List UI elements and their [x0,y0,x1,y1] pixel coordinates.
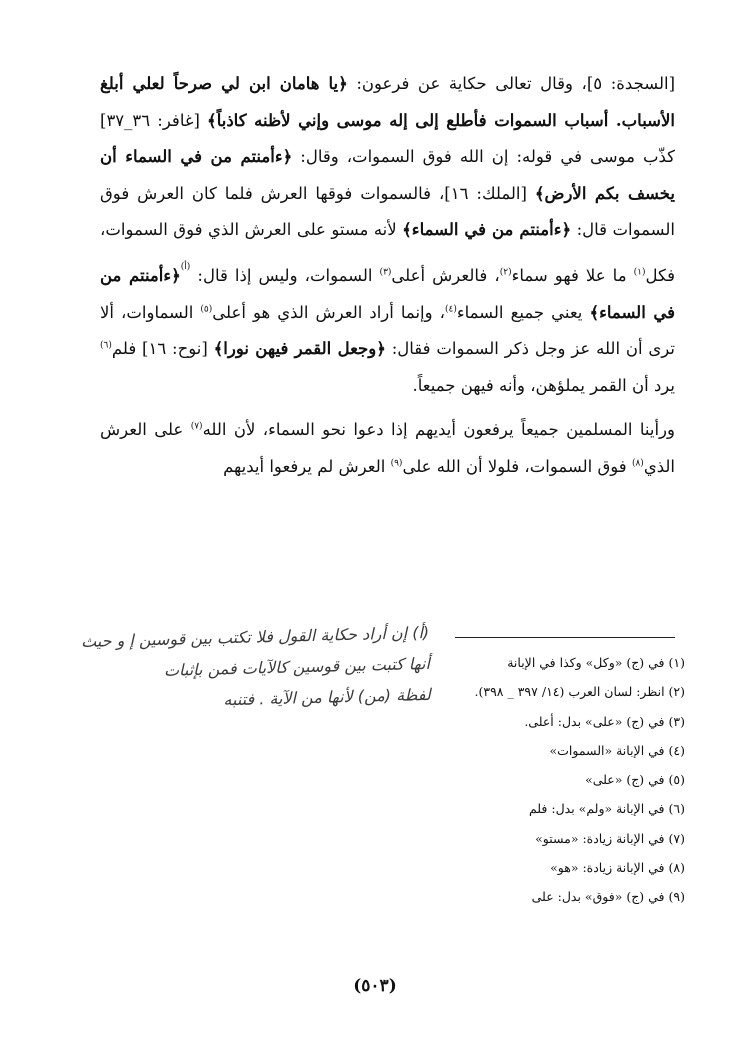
footnotes [420,648,685,912]
handwritten-line: (أ) إن أراد حكاية القول فلا تكتب بين قوسين إ و حيث [80,622,430,652]
footnote-ref: (٢) [499,267,512,278]
quran-quote: ﴿وجعل القمر فيهن نورا﴾ [213,339,386,359]
footnote-ref: (١) [633,267,646,278]
page-number: (٥٠٣) [353,976,397,996]
footnote-ref: (٣) [379,267,392,278]
footnote: (١) في (ج) «وكل» وكذا في الإبانة [507,655,685,670]
footnote: (٧) في الإبانة زيادة: «مستو» [535,830,685,846]
paragraph: [السجدة: ٥]، وقال تعالى حكاية عن فرعون: ﴿يا هامان ابن لي صرحاً لعلي أبلغ الأسباب. أسباب السموات فأطلع إلى إله موسى وإني لأظنه كاذباً﴾ [غافر: ٣٦_٣٧] كذّب موسى في قوله: إن الله فوق السموات، وقال: ﴿ءأمنتم من في السماء أن يخسف بكم الأرض﴾ [الملك: ١٦]، فالسموات فوقها العرش فلما كان العرش فوق السموات قال: ﴿ءأمنتم من في السماء﴾ لأنه مستو على العرش الذي فوق السموات، فكل$^{(١)}$ ما علا فهو سماء$^{(٢)}$، فالعرش أعلى$^{(٣)}$ السموات، وليس إذا قال: $^{(أ)}$﴿ءأمنتم من في السماء﴾ يعني جميع السماء$^{(٤)}$، وإنما أراد العرش الذي هو أعلى$^{(٥)}$ السماوات، ألا ترى أن الله عز وجل ذكر السموات فقال: ﴿وجعل القمر فيهن نورا﴾ [نوح: ١٦] فلم$^{(٦)}$ يرد أن القمر يملؤهن، وأنه فيهن جميعاً. [100,74,676,395]
footnote: (٢) انظر: لسان العرب (١٤/ ٣٩٧ _ ٣٩٨). [474,684,685,700]
quran-quote: ﴿ءأمنتم من في السماء﴾ [100,265,675,322]
handwritten-line: لفظة (من) لأنها من الآية . فتنبه [223,684,431,710]
handwritten-line: أنها كتبت بين قوسين كالآيات فمن بإثبات [163,653,431,680]
footnote: (٩) في (ج) «فوق» بدل: على [531,889,685,905]
paragraph: ورأينا المسلمين جميعاً يرفعون أيديهم إذا دعوا نحو السماء، لأن الله$^{(٧)}$ على العرش الذي$^{(٨)}$ فوق السموات، فلولا أن الله على$^{(٩)}$ العرش لم يرفعوا أيديهم [100,420,675,476]
main-text [100,66,675,486]
footnote: (٤) في الإبانة «السموات» [549,742,685,758]
quran-quote: ﴿ءأمنتم من في السماء﴾ [402,220,572,240]
margin-note-ref: (أ) [180,261,191,272]
footnote-ref: (٨) [631,458,644,469]
footnote-ref: (٦) [100,340,112,351]
footnote: (٥) في (ج) «على» [585,772,685,788]
handwritten-note [39,617,431,720]
quran-quote: ﴿ءأمنتم من في السماء أن يخسف بكم الأرض﴾ [100,147,675,203]
footnote: (٦) في الإبانة «ولم» بدل: فلم [528,801,685,817]
footnote-ref: (٧) [190,421,203,432]
footnote: (٨) في الإبانة زيادة: «هو» [550,860,685,876]
footnote-ref: (٩) [390,458,403,469]
footnote-divider [455,637,675,638]
footnote-ref: (٥) [200,304,213,315]
footnote-ref: (٤) [444,304,457,315]
footnote: (٣) في (ج) «على» بدل: أعلى. [524,713,685,729]
quran-quote: ﴿يا هامان ابن لي صرحاً لعلي أبلغ الأسباب. أسباب السموات فأطلع إلى إله موسى وإني لأظنه كاذباً﴾ [100,74,675,130]
